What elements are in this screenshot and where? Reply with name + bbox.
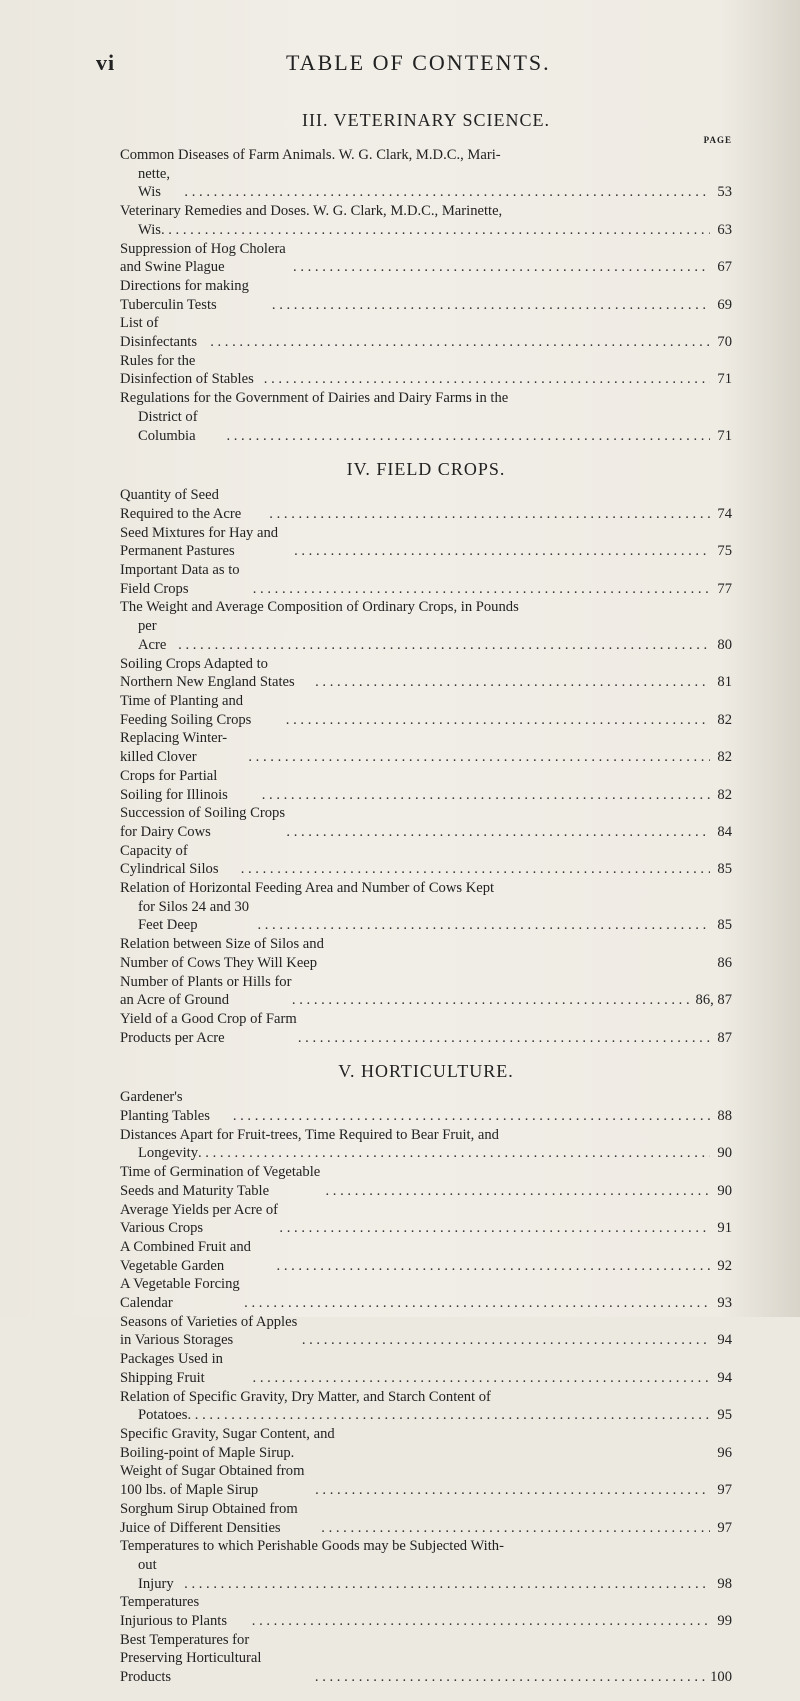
toc-entry[interactable]: [120, 935, 732, 972]
leader-dots: [257, 916, 710, 935]
section-heading: III. VETERINARY SCIENCE.: [302, 110, 550, 130]
leader-dots: [198, 1144, 710, 1163]
entry-page-number: 85: [717, 861, 732, 878]
toc-entry[interactable]: [120, 1462, 732, 1499]
leader-dots: [292, 991, 692, 1010]
entry-title: Number of Plants or Hills for an Acre of Ground: [120, 973, 292, 1009]
toc-entry[interactable]: [120, 202, 732, 239]
entry-title: District of Columbia: [138, 408, 198, 444]
entry-title: A Combined Fruit and Vegetable Garden: [120, 1238, 251, 1274]
entry-title: Quantity of Seed Required to the Acre: [120, 487, 242, 522]
entry-page-number: 69: [717, 296, 732, 313]
leader-dots: [248, 748, 710, 767]
entry-title: Relation between Size of Silos and Number of Cows They Will Keep: [120, 936, 324, 971]
entry-page-number: 71: [717, 371, 732, 388]
entry-page-number: 93: [717, 1295, 732, 1312]
entry-page-number: 100: [710, 1669, 732, 1686]
section-heading: V. HORTICULTURE.: [338, 1061, 514, 1082]
entry-title-line: Relation of Horizontal Feeding Area and Number of Cows Kept: [120, 880, 495, 897]
toc-entry[interactable]: [120, 1425, 732, 1462]
entry-page-number: 81: [717, 674, 732, 691]
entry-title: Sorghum Sirup Obtained from Juice of Different Densities: [120, 1500, 298, 1536]
entry-title-line: Distances Apart for Fruit-trees, Time Required to Bear Fruit, and: [120, 1126, 499, 1143]
entry-title: out Injury: [138, 1556, 174, 1592]
entry-page-number: 67: [717, 259, 732, 276]
entry-page-number: 87: [717, 1029, 732, 1046]
toc-entry[interactable]: [120, 655, 732, 692]
leader-dots: [244, 1294, 710, 1313]
toc-entry[interactable]: [120, 729, 732, 766]
leader-dots: [241, 860, 710, 879]
toc-entry[interactable]: [120, 1238, 732, 1275]
entry-title: Replacing Winter-killed Clover: [120, 730, 228, 766]
toc-entry[interactable]: [120, 1126, 732, 1163]
toc-entry[interactable]: [120, 1500, 732, 1537]
toc-entry[interactable]: [120, 1088, 732, 1125]
leader-dots: [315, 1481, 710, 1500]
entry-title: Time of Germination of Vegetable Seeds and Maturity Table: [120, 1164, 321, 1199]
toc-entry[interactable]: [120, 561, 732, 598]
entry-page-number: 82: [717, 711, 732, 728]
entry-page-number: 92: [717, 1257, 732, 1274]
entry-page-number: 86: [717, 954, 732, 971]
leader-dots: [264, 370, 710, 389]
entry-title: Yield of a Good Crop of Farm Products per Acre: [120, 1010, 297, 1046]
entry-page-number: 80: [717, 636, 732, 653]
entry-page-number: 96: [717, 1444, 732, 1461]
entry-page-number: 99: [717, 1613, 732, 1630]
toc-entry[interactable]: [120, 146, 732, 202]
toc-entry[interactable]: [120, 692, 732, 729]
entry-page-number: 74: [717, 505, 732, 522]
toc-section: [120, 459, 732, 1047]
entry-title-line: Regulations for the Government of Dairies and Dairy Farms in the: [120, 390, 509, 407]
entry-page-number: 94: [717, 1332, 732, 1349]
entry-title: Rules for the Disinfection of Stables: [120, 352, 254, 388]
toc-entry[interactable]: [120, 314, 732, 351]
leader-dots: [252, 1612, 710, 1631]
toc-entry[interactable]: [120, 352, 732, 389]
entry-title: Gardener's Planting Tables: [120, 1089, 210, 1125]
entry-page-number: 97: [717, 1482, 732, 1499]
leader-dots: [277, 1257, 710, 1276]
leader-dots: [315, 1668, 706, 1687]
entry-title: Important Data as to Field Crops: [120, 562, 240, 597]
entry-page-number: 71: [717, 427, 732, 444]
entry-title: Soiling Crops Adapted to Northern New England States: [120, 655, 295, 691]
toc-entry[interactable]: [120, 240, 732, 277]
toc-entry[interactable]: [120, 804, 732, 841]
toc-entry[interactable]: [120, 1275, 732, 1312]
entry-page-number: 82: [717, 749, 732, 766]
leader-dots: [269, 505, 710, 524]
entry-title: Specific Gravity, Sugar Content, and Boiling-point of Maple Sirup.: [120, 1426, 335, 1461]
leader-dots: [187, 1406, 710, 1425]
toc-entry[interactable]: [120, 1388, 732, 1425]
entry-title: Weight of Sugar Obtained from 100 lbs. of Maple Sirup: [120, 1463, 305, 1499]
leader-dots: [286, 823, 710, 842]
entry-title: per Acre: [138, 618, 167, 653]
entry-title: A Vegetable Forcing Calendar: [120, 1276, 240, 1312]
entry-title-line: Veterinary Remedies and Doses. W. G. Clark, M.D.C., Marinette,: [120, 203, 503, 220]
entry-page-number: 84: [717, 823, 732, 840]
toc-entry[interactable]: [120, 1631, 732, 1687]
entry-page-number: 53: [717, 184, 732, 201]
entry-title: Longevity: [138, 1145, 198, 1162]
toc-entry[interactable]: [120, 1010, 732, 1047]
leader-dots: [286, 711, 710, 730]
leader-dots: [294, 542, 710, 561]
page-number: vi: [96, 50, 116, 75]
entry-title-line: Common Diseases of Farm Animals. W. G. Clark, M.D.C., Mari-: [120, 147, 501, 163]
toc-entry[interactable]: [120, 842, 732, 879]
toc-section: [120, 110, 732, 445]
entry-page-number: 77: [717, 580, 732, 597]
leader-dots: [184, 1575, 710, 1594]
entry-title: Potatoes: [138, 1407, 188, 1424]
leader-dots: [184, 183, 710, 202]
entry-title: for Silos 24 and 30 Feet Deep: [138, 898, 250, 934]
entry-title-line: Relation of Specific Gravity, Dry Matter, and Starch Content of: [120, 1388, 491, 1405]
table-of-contents: [120, 110, 732, 1701]
leader-dots: [253, 1369, 710, 1388]
leader-dots: [321, 1519, 710, 1538]
page-column-label: PAGE: [703, 135, 732, 145]
toc-entry[interactable]: [120, 767, 732, 804]
entry-title: nette, Wis: [138, 165, 171, 201]
toc-entry[interactable]: [120, 1313, 732, 1350]
entry-page-number: 95: [717, 1407, 732, 1424]
entry-page-number: 90: [717, 1145, 732, 1162]
entry-page-number: 82: [717, 786, 732, 803]
toc-entry[interactable]: [120, 1537, 732, 1593]
toc-entry[interactable]: [120, 486, 732, 523]
toc-entry[interactable]: [120, 524, 732, 561]
running-head: [96, 50, 740, 80]
entry-page-number: 97: [717, 1519, 732, 1536]
section-heading: IV. FIELD CROPS.: [346, 459, 506, 480]
toc-entry[interactable]: [120, 973, 732, 1010]
toc-section: [120, 1061, 732, 1687]
entry-page-number: 91: [717, 1220, 732, 1237]
entry-page-number: 70: [717, 334, 732, 351]
entry-page-number: 88: [717, 1108, 732, 1125]
leader-dots: [262, 786, 710, 805]
entry-page-number: 75: [717, 543, 732, 560]
running-title: TABLE OF CONTENTS.: [286, 50, 551, 75]
entry-page-number: 90: [717, 1182, 732, 1199]
leader-dots: [226, 427, 710, 446]
entry-title: Wis: [138, 221, 161, 238]
entry-title: Seed Mixtures for Hay and Permanent Pastures: [120, 524, 279, 560]
leader-dots: [272, 296, 710, 315]
entry-page-number: 85: [717, 917, 732, 934]
entry-title: Packages Used in Shipping Fruit: [120, 1351, 223, 1386]
toc-entry[interactable]: [120, 598, 732, 654]
entry-page-number: 94: [717, 1369, 732, 1386]
leader-dots: [161, 221, 710, 240]
toc-entry[interactable]: [120, 1201, 732, 1238]
entry-page-number: 63: [717, 221, 732, 238]
entry-title-line: Temperatures to which Perishable Goods may be Subjected With-: [120, 1538, 504, 1555]
entry-title: Succession of Soiling Crops for Dairy Cows: [120, 805, 285, 840]
leader-dots: [315, 673, 710, 692]
entry-title: Average Yields per Acre of Various Crops: [120, 1201, 279, 1237]
toc-entry[interactable]: [120, 1350, 732, 1387]
leader-dots: [279, 1219, 710, 1238]
toc-entry[interactable]: [120, 1163, 732, 1200]
leader-dots: [253, 580, 710, 599]
leader-dots: [178, 636, 710, 655]
entry-title: Time of Planting and Feeding Soiling Crops: [120, 692, 252, 728]
leader-dots: [326, 1182, 711, 1201]
leader-dots: [302, 1331, 710, 1350]
toc-entry[interactable]: [120, 879, 732, 935]
toc-entry[interactable]: [120, 389, 732, 445]
entry-title-line: The Weight and Average Composition of Ordinary Crops, in Pounds: [120, 599, 519, 616]
entry-title: Best Temperatures for Preserving Horticultural Products: [120, 1631, 262, 1686]
entry-title: Capacity of Cylindrical Silos: [120, 842, 219, 878]
leader-dots: [210, 333, 710, 352]
entry-title: Crops for Partial Soiling for Illinois: [120, 767, 228, 803]
leader-dots: [298, 1029, 710, 1048]
entry-title: Seasons of Varieties of Apples in Various Storages: [120, 1313, 298, 1349]
leader-dots: [233, 1107, 710, 1126]
entry-title: Suppression of Hog Cholera and Swine Plague: [120, 240, 286, 276]
entry-title: Temperatures Injurious to Plants: [120, 1594, 228, 1630]
entry-title: List of Disinfectants: [120, 315, 198, 351]
leader-dots: [293, 258, 710, 277]
entry-title: Directions for making Tuberculin Tests: [120, 277, 249, 313]
toc-entry[interactable]: [120, 277, 732, 314]
entry-page-number: 86, 87: [695, 992, 732, 1009]
entry-page-number: 98: [717, 1575, 732, 1592]
toc-entry[interactable]: [120, 1593, 732, 1630]
